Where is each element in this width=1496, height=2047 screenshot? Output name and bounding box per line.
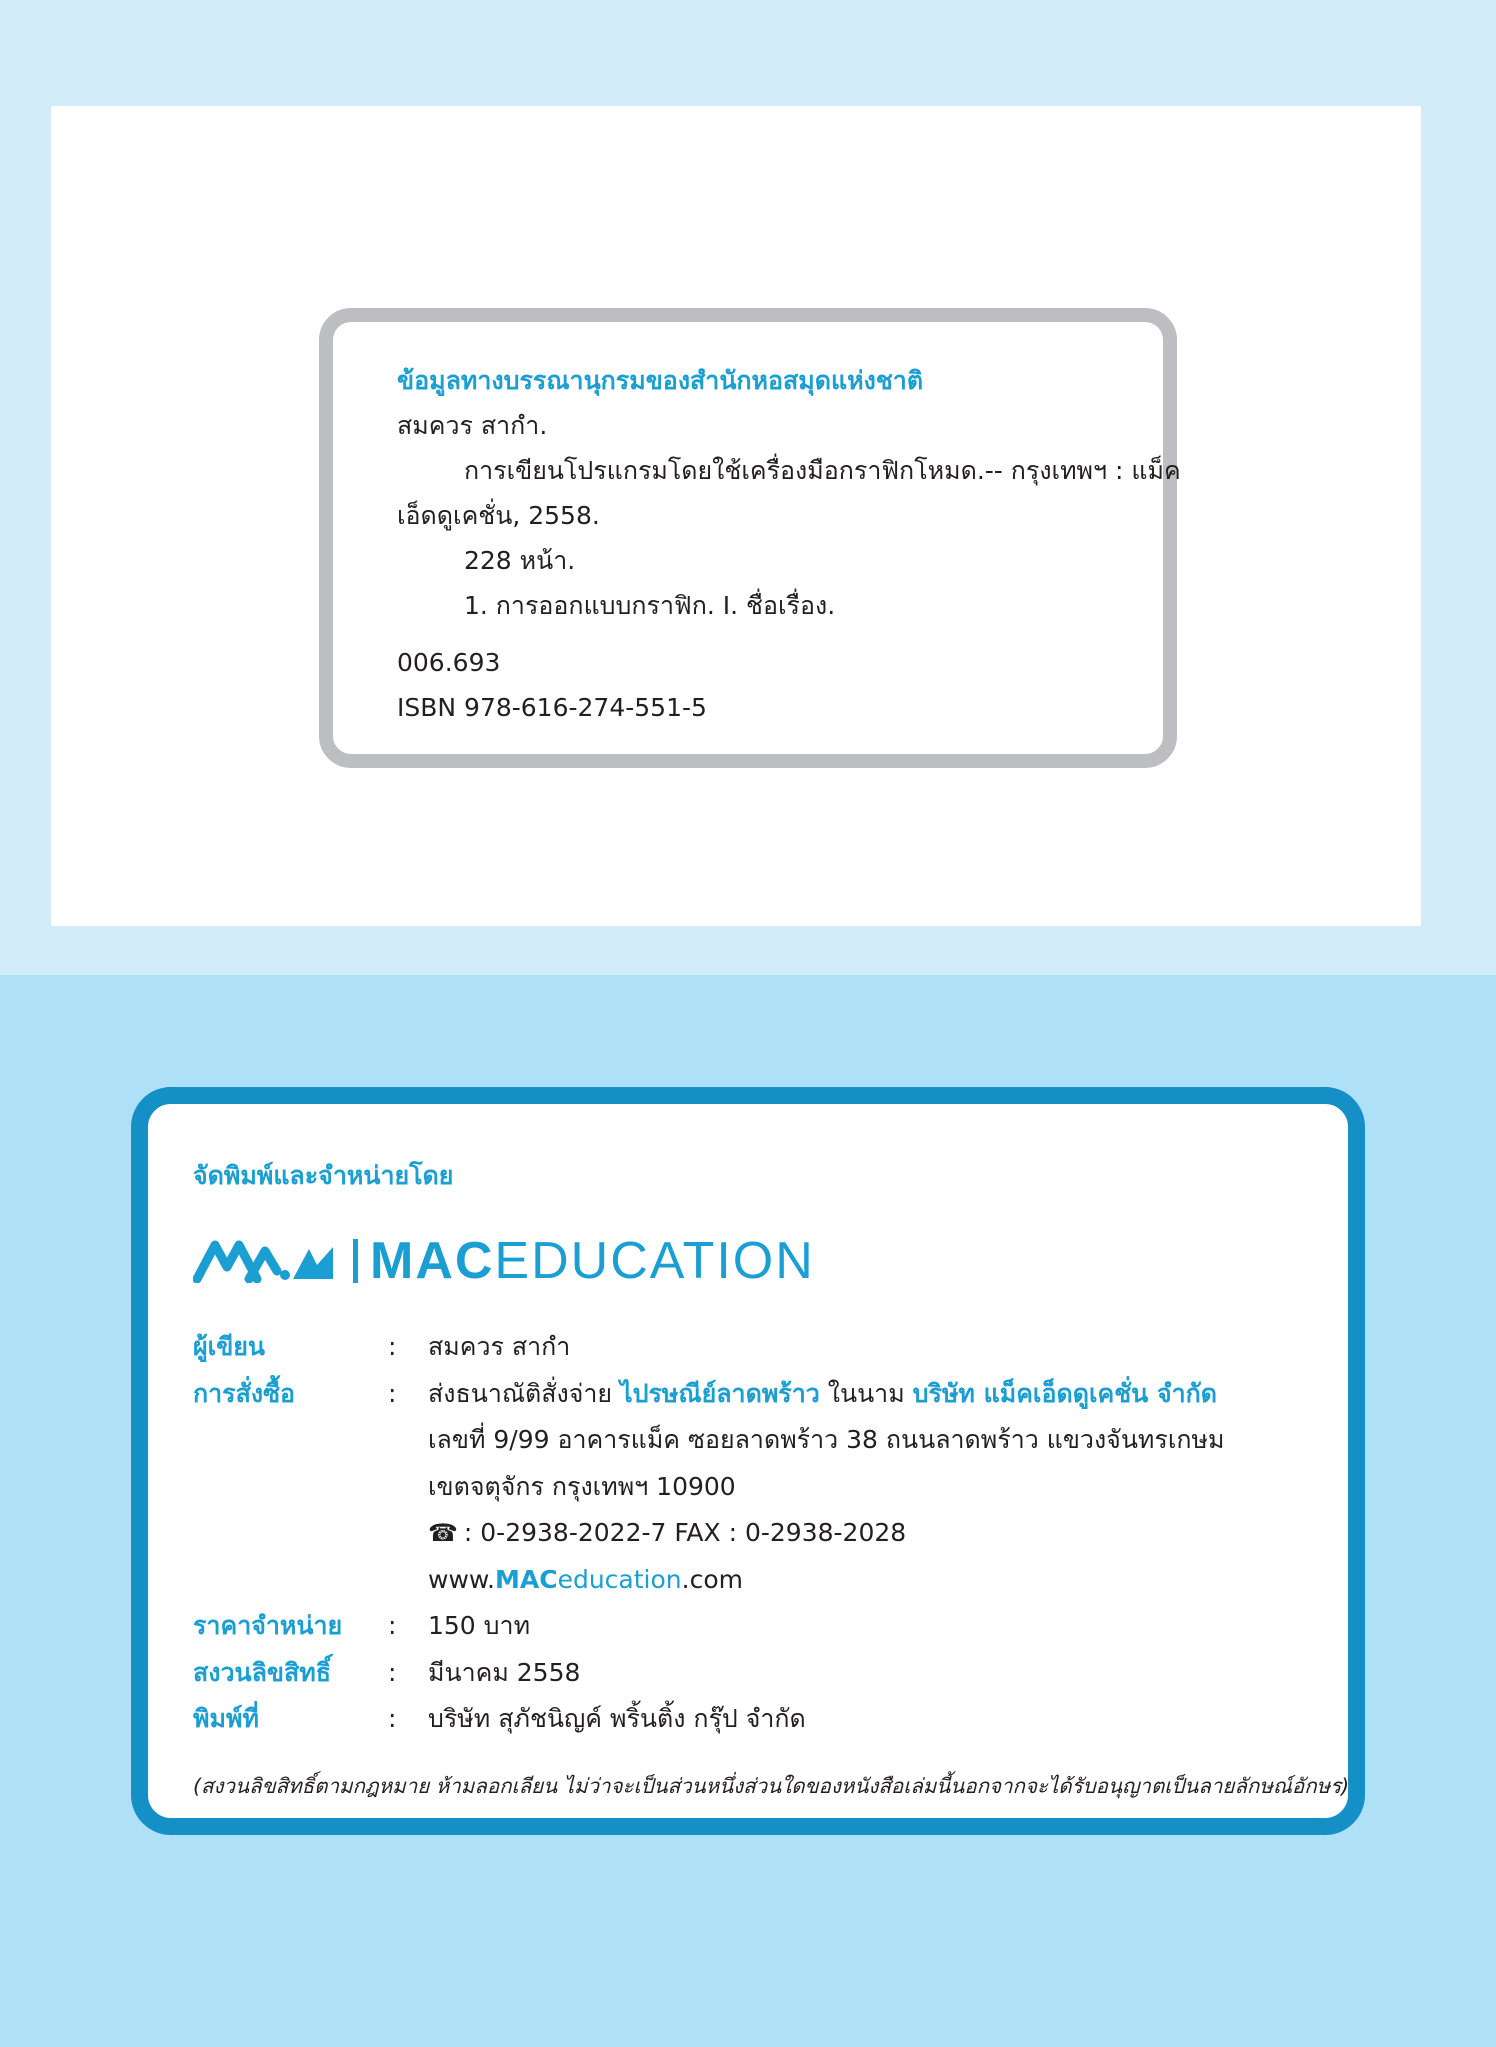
cip-title: ข้อมูลทางบรรณานุกรมของสำนักหอสมุดแห่งชาติ [397,366,924,395]
order-post-office: ไปรษณีย์ลาดพร้าว [620,1378,820,1408]
rights-label: สงวนลิขสิทธิ์ [193,1657,332,1687]
order-mid: ในนาม [827,1378,905,1408]
copyright-note: (สงวนลิขสิทธิ์ตามกฎหมาย ห้ามลอกเลียน ไม่ว่าจะเป็นส่วนหนึ่งส่วนใดของหนังสือเล่มนี้นอกจากจะได้รับอนุญาตเป็นลายลักษณ์อักษร) [193,1773,1350,1798]
cip-data-box [319,308,1181,768]
price-label: ราคาจำหน่าย [193,1611,343,1640]
colon: : [388,1378,397,1408]
rights-row [193,1650,1308,1697]
cip-title-line-1: การเขียนโปรแกรมโดยใช้เครื่องมือกราฟิกโหมด.-- กรุงเทพฯ : แม็ค [464,456,1181,485]
colon: : [388,1611,397,1640]
publisher-info [193,1324,1350,1809]
web-suffix: .com [681,1564,743,1594]
colon: : [388,1332,397,1361]
publisher-box [131,1087,1365,1835]
rights-value: มีนาคม 2558 [428,1657,581,1687]
phone-icon: ☎ [428,1519,458,1547]
mac-logo-mark-icon [193,1239,343,1283]
web-mac: MAC [495,1564,558,1594]
printer-row [193,1696,1308,1743]
phone-numbers: : 0-2938-2022-7 FAX : 0-2938-2028 [463,1518,907,1547]
cip-title-line-2: เอ็ดดูเคชั่น, 2558. [397,501,600,530]
author-row [193,1324,1308,1371]
cip-author: สมควร สากำ. [397,411,548,440]
publisher-heading: จัดพิมพ์และจำหน่ายโดย [193,1161,454,1190]
address-line-1: เลขที่ 9/99 อาคารแม็ค ซอยลาดพร้าว 38 ถนนลาดพร้าว แขวงจันทรเกษม [428,1425,1225,1454]
printer-label: พิมพ์ที่ [193,1704,259,1733]
printer-value: บริษัท สุภัชนิญค์ พริ้นติ้ง กรุ๊ป จำกัด [428,1704,806,1733]
logo-wordmark [370,1226,815,1296]
phone-line [193,1510,1308,1557]
author-value: สมควร สากำ [428,1332,571,1361]
order-pre: ส่งธนาณัติสั่งจ่าย [428,1378,613,1408]
logo-word-mac: MAC [370,1232,495,1290]
address-line-2: เขตจตุจักร กรุงเทพฯ 10900 [428,1471,736,1501]
website-link[interactable] [193,1557,1308,1604]
order-label: การสั่งซื้อ [193,1378,296,1408]
cip-subject: 1. การออกแบบกราฟิก. I. ชื่อเรื่อง. [464,591,836,620]
web-prefix: www. [428,1564,495,1594]
web-education: education [557,1564,682,1594]
colon: : [388,1704,397,1733]
logo-divider [353,1239,358,1283]
cip-call-number: 006.693 [397,648,501,677]
author-label: ผู้เขียน [193,1332,266,1361]
logo-word-education: EDUCATION [494,1232,815,1290]
order-company: บริษัท แม็คเอ็ดดูเคชั่น จำกัด [912,1378,1218,1408]
order-value [428,1371,1217,1418]
colon: : [388,1657,397,1687]
cip-isbn: ISBN 978-616-274-551-5 [397,693,707,722]
price-value: 150 บาท [428,1611,531,1640]
cip-pages: 228 หน้า. [464,546,576,575]
order-row [193,1371,1308,1418]
price-row [193,1603,1308,1650]
mac-education-logo [193,1226,1308,1296]
